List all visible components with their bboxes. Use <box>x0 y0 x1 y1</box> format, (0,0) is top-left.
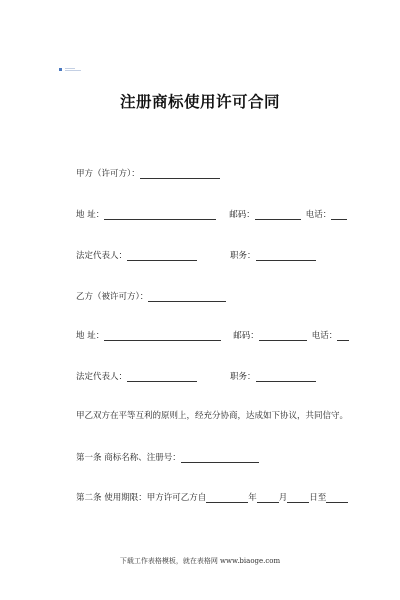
party-b-legal-rep-field[interactable] <box>127 373 197 382</box>
agreement-text: 甲乙双方在平等互利的原则上，经充分协商，达成如下协议，共同信守。 <box>76 411 349 421</box>
party-a-row <box>76 167 220 179</box>
party-b-name-field[interactable] <box>148 293 226 302</box>
article-1-row <box>76 451 259 463</box>
page-footer: 下载工作表格模板，就在表格网 www.biaoge.com <box>119 557 281 565</box>
party-b-postcode-field[interactable] <box>259 332 307 341</box>
party-a-phone-label: 电话： <box>305 210 332 220</box>
party-b-address-field[interactable] <box>104 332 221 341</box>
party-a-legal-rep-label: 法定代表人： <box>76 251 128 261</box>
party-b-position-label: 职务： <box>230 372 256 382</box>
party-b-legal-rep-label: 法定代表人： <box>76 372 128 382</box>
party-b-rep-row <box>76 370 316 382</box>
party-b-address-row <box>76 329 349 341</box>
party-a-address-label: 地 址： <box>76 210 105 220</box>
start-day-field[interactable] <box>287 494 309 503</box>
party-a-postcode-field[interactable] <box>255 211 301 220</box>
party-b-row <box>76 290 226 302</box>
trademark-name-field[interactable] <box>181 454 259 463</box>
party-b-position-field[interactable] <box>256 373 316 382</box>
article-2-label: 第二条 使用期限：甲方许可乙方自 <box>76 493 207 503</box>
party-a-position-field[interactable] <box>256 252 316 261</box>
document-title: 注册商标使用许可合同 <box>119 93 280 111</box>
biaoge-logo-icon <box>59 68 81 71</box>
article-2-row <box>76 491 348 503</box>
year-label: 年 <box>248 493 257 503</box>
party-b-phone-label: 电话： <box>311 331 338 341</box>
article-1-label: 第一条 商标名称、注册号： <box>76 453 181 463</box>
party-b-phone-field[interactable] <box>337 332 349 341</box>
party-a-legal-rep-field[interactable] <box>127 252 197 261</box>
party-a-phone-field[interactable] <box>331 211 347 220</box>
party-a-postcode-label: 邮码： <box>229 210 255 220</box>
party-a-address-row <box>76 208 347 220</box>
logo-mark <box>59 68 62 71</box>
party-b-address-label: 地 址： <box>76 331 105 341</box>
agreement-statement <box>76 409 348 421</box>
party-a-address-field[interactable] <box>104 211 216 220</box>
start-month-field[interactable] <box>257 494 279 503</box>
party-a-rep-row <box>76 249 316 261</box>
party-a-label: 甲方（许可方）： <box>76 169 140 179</box>
logo-text-lines <box>65 68 81 71</box>
party-b-postcode-label: 邮码： <box>233 331 259 341</box>
party-b-label: 乙方（被许可方）： <box>76 292 149 302</box>
start-year-field[interactable] <box>206 494 248 503</box>
day-to-label: 日至 <box>309 493 327 503</box>
party-a-name-field[interactable] <box>140 170 220 179</box>
party-a-position-label: 职务： <box>230 251 256 261</box>
end-date-field[interactable] <box>326 494 348 503</box>
month-label: 月 <box>278 493 288 503</box>
